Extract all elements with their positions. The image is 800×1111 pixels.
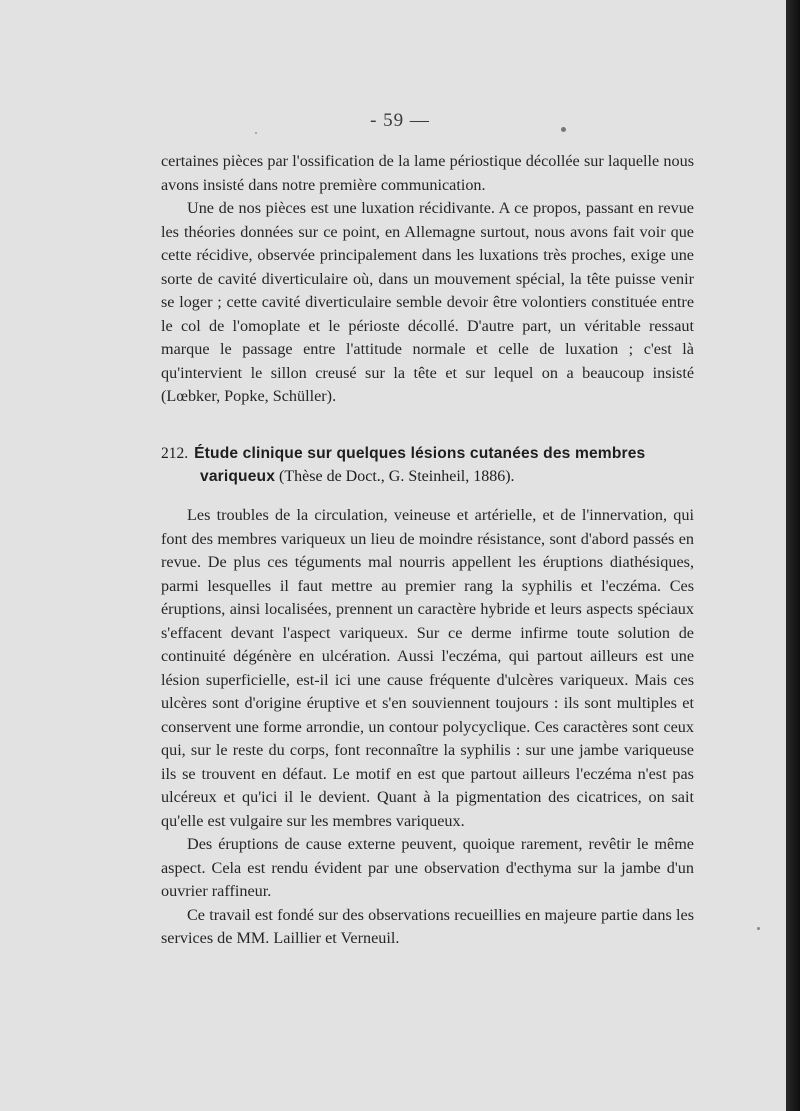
section-heading-line-2 xyxy=(161,465,701,488)
section-title-continued: variqueux xyxy=(200,468,276,485)
section-number: 212. xyxy=(161,445,189,462)
paragraph: Des éruptions de cause externe peuvent, quoique rarement, revêtir le même aspect. Cela est rendu évident par une observation d'ecthyma sur la jambe d'un ouvrier raffineur. xyxy=(161,835,694,900)
page-number: - 59 — xyxy=(370,110,430,131)
paragraph: Ce travail est fondé sur des observations recueillies en majeure partie dans les services de MM. Laillier et Verneuil. xyxy=(161,905,694,947)
paragraph: Les troubles de la circulation, veineuse et artérielle, et de l'innervation, qui font des membres variqueux un lieu de moindre résistance, sont d'abord passés en revue. De plus ces téguments mal nourris appellent les éruptions diathésiques, parmi lesquelles il faut mettre au premier rang la syphilis et l'eczéma. Ces éruptions, ainsi localisées, prennent un caractère hybride et leurs aspects spéciaux s'effacent devant l'aspect variqueux. Sur ce derme infirme toute solution de continuité dégénère en ulcération. Aussi l'eczéma, qui partout ailleurs est une lésion superficielle, est-il ici une cause fréquente d'ulcères variqueux. Mais ces ulcères sont d'origine éruptive et s'en souviennent toujours : ils sont multiples et conservent une forme arrondie, un contour polycyclique. Ces caractères sont ceux qui, sur le reste du corps, font reconnaître la syphilis : sur une jambe variqueuse ils se trouvent en défaut. Le motif en est que partout ailleurs l'eczéma n'est pas ulcéreux et qu'ici il le devient. Quant à la pigmentation des cicatrices, on sait qu'elle est vulgaire sur les membres variqueux. xyxy=(161,506,694,830)
section-heading-line-1 xyxy=(161,442,701,465)
text-block-section xyxy=(161,504,694,951)
speck-mark xyxy=(561,127,566,132)
section-title: Étude clinique sur quelques lésions cutanées des membres xyxy=(194,445,646,462)
paragraph: Une de nos pièces est une luxation récidivante. A ce propos, passant en revue les théories données sur ce point, en Allemagne surtout, nous avons fait voir que cette récidive, observée principalement dans les luxations très proches, exige une sorte de cavité diverticulaire où, dans un mouvement spécial, la tête puisse venir se loger ; cette cavité diverticulaire semble devoir être volontiers constituée entre le col de l'omoplate et le périoste décollé. D'autre part, un véritable ressaut marque le passage entre l'attitude normale et celle de luxation ; c'est là qu'intervient le sillon creusé sur la tête et sur lequel on a beaucoup insisté (Lœbker, Popke, Schüller). xyxy=(161,199,694,405)
section-reference: (Thèse de Doct., G. Steinheil, 1886). xyxy=(275,468,515,485)
section-heading xyxy=(161,442,701,488)
speck-mark xyxy=(255,132,257,134)
text-block-intro xyxy=(161,150,694,409)
speck-mark xyxy=(757,927,760,930)
scan-edge xyxy=(786,0,800,1111)
paragraph: certaines pièces par l'ossification de la lame périostique décollée sur laquelle nous avons insisté dans notre première communication. xyxy=(161,152,694,194)
